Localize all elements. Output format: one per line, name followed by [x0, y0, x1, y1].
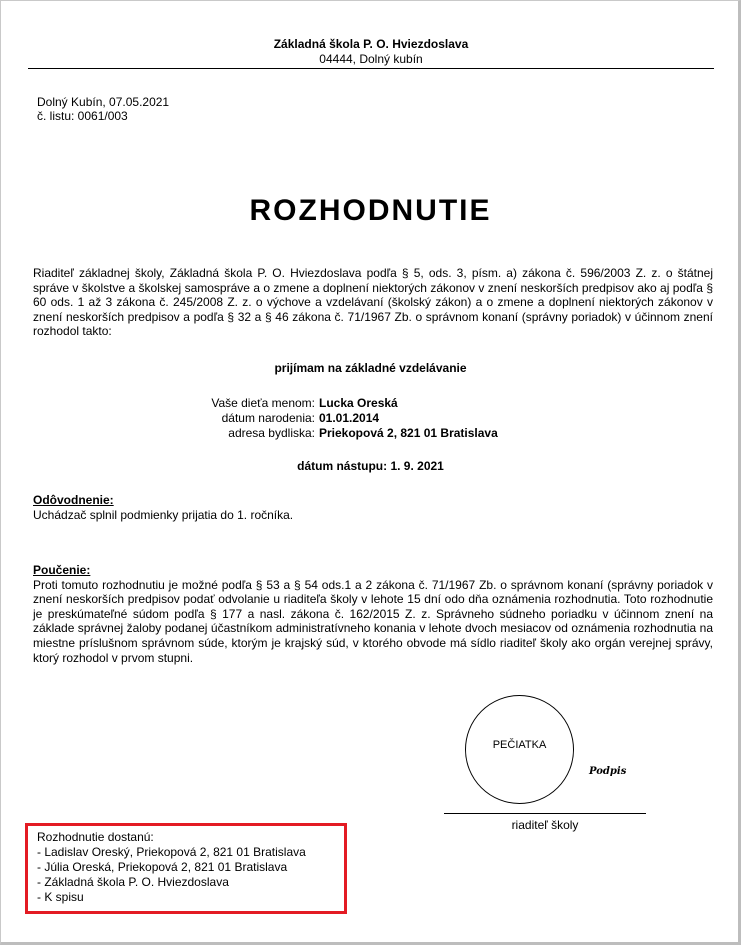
birth-value: 01.01.2014 — [319, 411, 380, 425]
recipient-item: - Základná škola P. O. Hviezdoslava — [37, 875, 229, 889]
recipient-item: - K spisu — [37, 890, 84, 904]
signature-line — [444, 813, 646, 814]
detail-row-name — [100, 396, 600, 411]
recipient-item: - Ladislav Oreský, Priekopová 2, 821 01 Bratislava — [37, 845, 306, 859]
name-label: Vaše dieťa menom: — [211, 396, 315, 410]
school-name: Základná škola P. O. Hviezdoslava — [273, 37, 469, 51]
recipient-item: - Júlia Oreská, Priekopová 2, 821 01 Bratislava — [37, 860, 288, 874]
document-header — [28, 37, 714, 67]
instruction-text: Proti tomuto rozhodnutiu je možné podľa § 53 a § 54 ods.1 a 2 zákona č. 71/1967 Zb. o správnom konaní (správny poriadok v znení neskorších predpisov podať odvolanie u riaditeľa školy v lehote 15 dní odo dňa oznámenia rozhodnutia. Toto rozhodnutie je preskúmateľné súdom podľa § 177 a nasl. zákona č. 162/2015 Z. z. Správneho súdneho poriadku v účinnom znení na základe správnej žaloby podanej účastníkom administratívneho konania v lehote dvoch mesiacov od oznámenia rozhodnutia na miestne príslušnom správnom súde, ktorým je krajský súd, v ktorého obvode má sídlo riaditeľ školy ako orgán verejnej správy, ktorý rozhodol v prvom stupni. — [33, 577, 713, 665]
detail-row-address — [100, 426, 600, 441]
detail-row-birth — [100, 411, 600, 426]
stamp-label: PEČIATKA — [492, 739, 547, 751]
signer-title: riaditeľ školy — [511, 818, 579, 832]
address-value: Priekopová 2, 821 01 Bratislava — [319, 426, 498, 440]
recipients-box — [25, 823, 347, 914]
justification-section — [33, 493, 713, 522]
place-date: Dolný Kubín, 07.05.2021 — [37, 95, 170, 109]
birth-label: dátum narodenia: — [221, 411, 315, 425]
child-details — [100, 396, 600, 441]
justification-heading: Odôvodnenie: — [33, 493, 114, 507]
start-date: dátum nástupu: 1. 9. 2021 — [297, 459, 444, 473]
document-title: ROZHODNUTIE — [249, 194, 492, 227]
recipients-heading: Rozhodnutie dostanú: — [37, 830, 154, 844]
justification-text: Uchádzač splnil podmienky prijatia do 1. ročníka. — [33, 507, 294, 522]
signature: Podpis — [589, 766, 627, 777]
decision-statement: prijímam na základné vzdelávanie — [274, 361, 467, 375]
name-value: Lucka Oreská — [319, 396, 398, 410]
address-label: adresa bydliska: — [228, 426, 315, 440]
stamp-circle — [465, 695, 574, 804]
intro-paragraph: Riaditeľ základnej školy, Základná škola P. O. Hviezdoslava podľa § 5, ods. 3, písm. a) zákona č. 596/2003 Z. z. o štátnej správe v školstve a školskej samospráve a o zmene a doplnení niektorých zákonov v znení neskorších predpisov ako aj podľa § 60 ods. 1 až 3 zákona č. 245/2008 Z. z. o výchove a vzdelávaní (školský zákon) a o zmene a doplnení niektorých zákonov v znení neskorších predpisov a podľa § 32 a § 46 zákona č. 71/1967 Zb. o správnom konaní (správny poriadok) v účinnom znení rozhodol takto: — [33, 266, 713, 339]
letter-meta — [37, 95, 169, 123]
school-address: 04444, Dolný kubín — [319, 52, 423, 66]
instruction-section — [33, 563, 713, 665]
instruction-heading: Poučenie: — [33, 563, 91, 577]
header-divider — [28, 68, 714, 69]
letter-number: č. listu: 0061/003 — [37, 109, 128, 123]
